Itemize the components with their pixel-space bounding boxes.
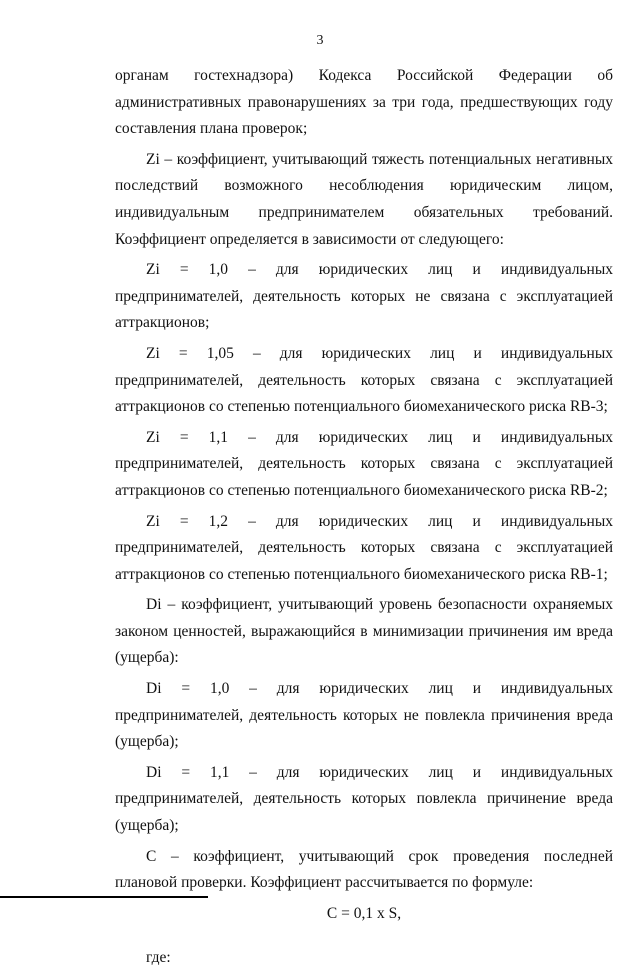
page-number: 3 <box>316 33 324 48</box>
document-body <box>115 63 613 976</box>
where-label: где: <box>146 949 171 967</box>
paragraph-zi-1-1: Zi = 1,1 – для юридических лиц и индивидуальных предпринимателей, деятельность которых связана с эксплуатацией аттракционов со степенью потенциального биомеханического риска RB-2; <box>115 428 613 499</box>
paragraph-zi-1-05: Zi = 1,05 – для юридических лиц и индивидуальных предпринимателей, деятельность которых связана с эксплуатацией аттракционов со степенью потенциального биомеханического риска RB-3; <box>115 344 613 416</box>
paragraph-continuation: органам гостехнадзора) Кодекса Российской Федерации об административных правонарушениях за три года, предшествующих году составления плана проверок; <box>115 67 613 138</box>
paragraph-di-definition: Di – коэффициент, учитывающий уровень безопасности охраняемых законом ценностей, выражающийся в минимизации причинения им вреда (ущерба): <box>115 596 613 667</box>
footer-rule <box>0 896 208 898</box>
paragraph-di-1-1: Di = 1,1 – для юридических лиц и индивидуальных предпринимателей, деятельность которых повлекла причинение вреда (ущерба); <box>115 763 613 835</box>
paragraph-c-definition: C – коэффициент, учитывающий срок проведения последней плановой проверки. Коэффициент рассчитывается по формуле: <box>115 847 613 892</box>
paragraph-zi-definition: Zi – коэффициент, учитывающий тяжесть потенциальных негативных последствий возможного несоблюдения юридическим лицом, индивидуальным предпринимателем обязательных требований. Коэффициент определяется в зависимости от следующего: <box>115 150 613 248</box>
formula: C = 0,1 x S, <box>326 904 402 922</box>
paragraph-zi-1-2: Zi = 1,2 – для юридических лиц и индивидуальных предпринимателей, деятельность которых связана с эксплуатацией аттракционов со степенью потенциального биомеханического риска RB-1; <box>115 512 613 583</box>
paragraph-zi-1-0: Zi = 1,0 – для юридических лиц и индивидуальных предпринимателей, деятельность которых не связана с эксплуатацией аттракционов; <box>115 261 613 332</box>
paragraph-di-1-0: Di = 1,0 – для юридических лиц и индивидуальных предпринимателей, деятельность которых не повлекла причинения вреда (ущерба); <box>115 680 613 751</box>
